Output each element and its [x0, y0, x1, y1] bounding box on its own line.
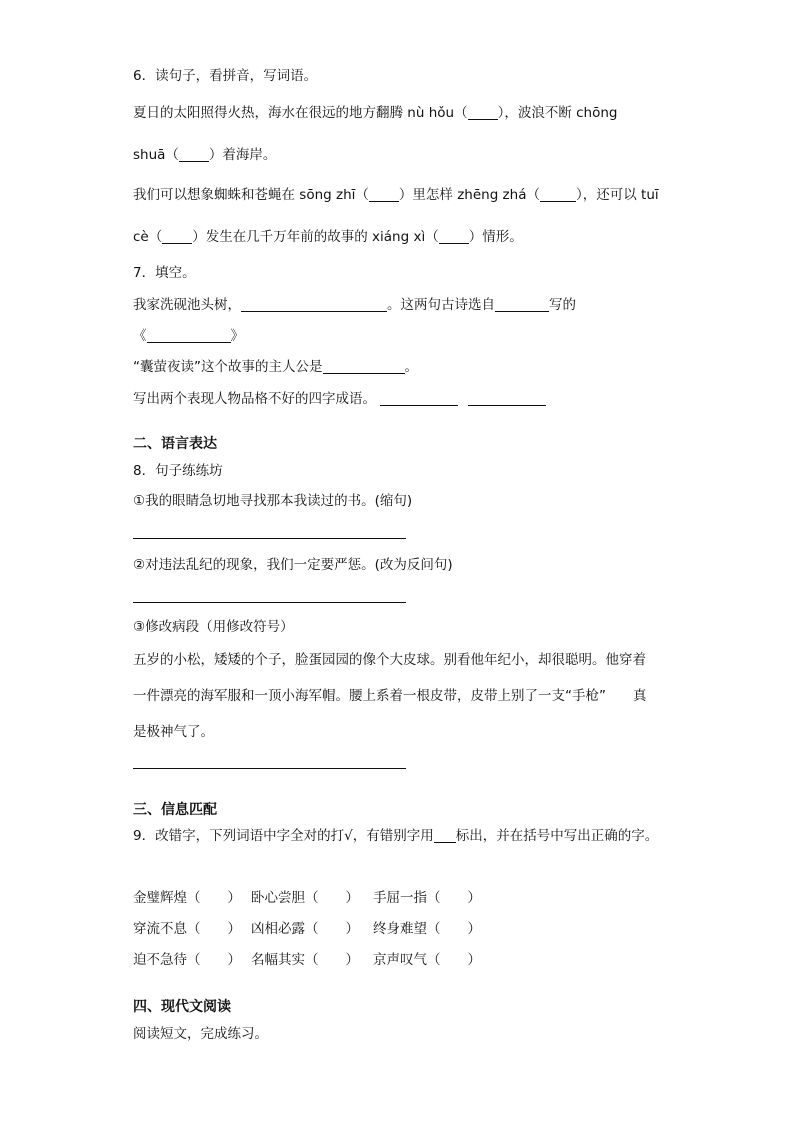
word-option[interactable]: [251, 919, 359, 939]
blank-poem-line[interactable]: [241, 296, 387, 312]
q8-sentence-2: ②对违法乱纪的现象，我们一定要严惩。(改为反问句): [133, 557, 453, 573]
section-2-title: 二、语言表达: [133, 436, 217, 452]
answer-paren[interactable]: （ ）: [187, 921, 241, 937]
q6-line-3-text-c: ），还可以 tuī: [575, 187, 659, 203]
word-text: 终身难望: [373, 921, 427, 937]
q6-line-1-text: 夏日的太阳照得火热，海水在很远的地方翻腾 nù hǒu（: [133, 105, 468, 121]
blank-poem-title[interactable]: [147, 327, 231, 343]
q7-line-2-text-a: 《: [133, 328, 147, 344]
blank-chongshua[interactable]: [179, 146, 209, 162]
q7-line-1-text-a: 我家洗砚池头树，: [133, 297, 241, 313]
q6-line-3-text-b: ）里怎样 zhēng zhá（: [398, 187, 540, 203]
word-option[interactable]: [373, 919, 481, 939]
blank-xiangxi[interactable]: [439, 228, 469, 244]
word-option[interactable]: [133, 888, 241, 908]
blank-mark-symbol: [434, 827, 456, 843]
blank-idiom-2[interactable]: [468, 390, 546, 406]
blank-poet[interactable]: [495, 296, 549, 312]
paragraph-line-2: 一件漂亮的海军服和一顶小海军帽。腰上系着一根皮带，皮带上别了一支“手枪” 真: [133, 688, 647, 704]
blank-idiom-1[interactable]: [380, 390, 458, 406]
answer-paren[interactable]: （ ）: [305, 890, 359, 906]
answer-paren[interactable]: （ ）: [427, 921, 481, 937]
q6-line-3: [133, 185, 659, 205]
blank-zhengzha[interactable]: [540, 186, 576, 202]
q7-line-4-text: 写出两个表现人物品格不好的四字成语。: [133, 391, 376, 407]
word-option[interactable]: [133, 919, 241, 939]
word-text: 名幅其实: [251, 952, 305, 968]
word-option[interactable]: [373, 888, 481, 908]
paragraph-line-1: 五岁的小松，矮矮的个子，脸蛋园园的像个大皮球。别看他年纪小，却很聪明。他穿着: [133, 652, 646, 668]
answer-paren[interactable]: （ ）: [305, 952, 359, 968]
word-option[interactable]: [133, 950, 241, 970]
q6-line-2-text-b: ）着海岸。: [208, 147, 277, 163]
blank-tuice[interactable]: [162, 228, 192, 244]
q6-line-4-text-a: cè（: [133, 229, 163, 245]
answer-paren[interactable]: （ ）: [305, 921, 359, 937]
q8-sentence-3: ③修改病段（用修改符号）: [133, 619, 294, 635]
q9-text-a: 9．改错字，下列词语中字全对的打√，有错别字用: [133, 828, 434, 844]
q9-text-b: 标出，并在括号中写出正确的字。: [455, 828, 659, 844]
q7-line-2: [133, 326, 244, 346]
section-4-intro: 阅读短文，完成练习。: [133, 1026, 268, 1042]
word-text: 金璧辉煌: [133, 890, 187, 906]
q8-title: 8．句子练练坊: [133, 463, 223, 479]
q7-line-1: [133, 295, 576, 315]
word-option[interactable]: [251, 888, 359, 908]
word-text: 卧心尝胆: [251, 890, 305, 906]
q9-title: [133, 826, 658, 846]
q6-line-4-text-b: ）发生在几千万年前的故事的 xiáng xì（: [192, 229, 439, 245]
q6-line-4-text-c: ）情形。: [468, 229, 523, 245]
word-text: 迫不急待: [133, 952, 187, 968]
q7-line-3: [133, 357, 418, 377]
word-text: 手屈一指: [373, 890, 427, 906]
word-text: 凶相必露: [251, 921, 305, 937]
section-4-title: 四、现代文阅读: [133, 999, 231, 1015]
q6-line-1-text-b: ），波浪不断 chōng: [497, 105, 618, 121]
answer-line-1[interactable]: [133, 538, 406, 539]
answer-paren[interactable]: （ ）: [427, 952, 481, 968]
q6-line-3-text-a: 我们可以想象蜘蛛和苍蝇在 sōng zhī（: [133, 187, 369, 203]
answer-line-3[interactable]: [133, 768, 406, 769]
q7-line-1-text-c: 写的: [549, 297, 576, 313]
word-text: 穿流不息: [133, 921, 187, 937]
answer-paren[interactable]: （ ）: [427, 890, 481, 906]
answer-paren[interactable]: （ ）: [187, 890, 241, 906]
q7-line-3-text-b: 。: [404, 359, 418, 375]
q7-line-3-text-a: “囊萤夜读”这个故事的主人公是: [133, 359, 323, 375]
q8-sentence-1: ①我的眼睛急切地寻找那本我读过的书。(缩句): [133, 493, 413, 509]
q6-line-2-text: shuā（: [133, 147, 179, 163]
section-3-title: 三、信息匹配: [133, 802, 217, 818]
q6-line-1: [133, 103, 617, 123]
q7-line-1-text-b: 。这两句古诗选自: [387, 297, 495, 313]
q7-line-2-text-b: 》: [230, 328, 244, 344]
answer-paren[interactable]: （ ）: [187, 952, 241, 968]
q6-title: 6．读句子，看拼音，写词语。: [133, 68, 318, 84]
word-text: 京声叹气: [373, 952, 427, 968]
answer-line-2[interactable]: [133, 602, 406, 603]
word-option[interactable]: [251, 950, 359, 970]
q6-line-2: [133, 145, 276, 165]
q7-title: 7．填空。: [133, 265, 196, 281]
blank-nuhou[interactable]: [468, 104, 498, 120]
blank-protagonist[interactable]: [323, 358, 405, 374]
word-option[interactable]: [373, 950, 481, 970]
blank-songzhi[interactable]: [369, 186, 399, 202]
q7-line-4: [133, 389, 546, 409]
q6-line-4: [133, 227, 523, 247]
paragraph-line-3: 是极神气了。: [133, 724, 214, 740]
